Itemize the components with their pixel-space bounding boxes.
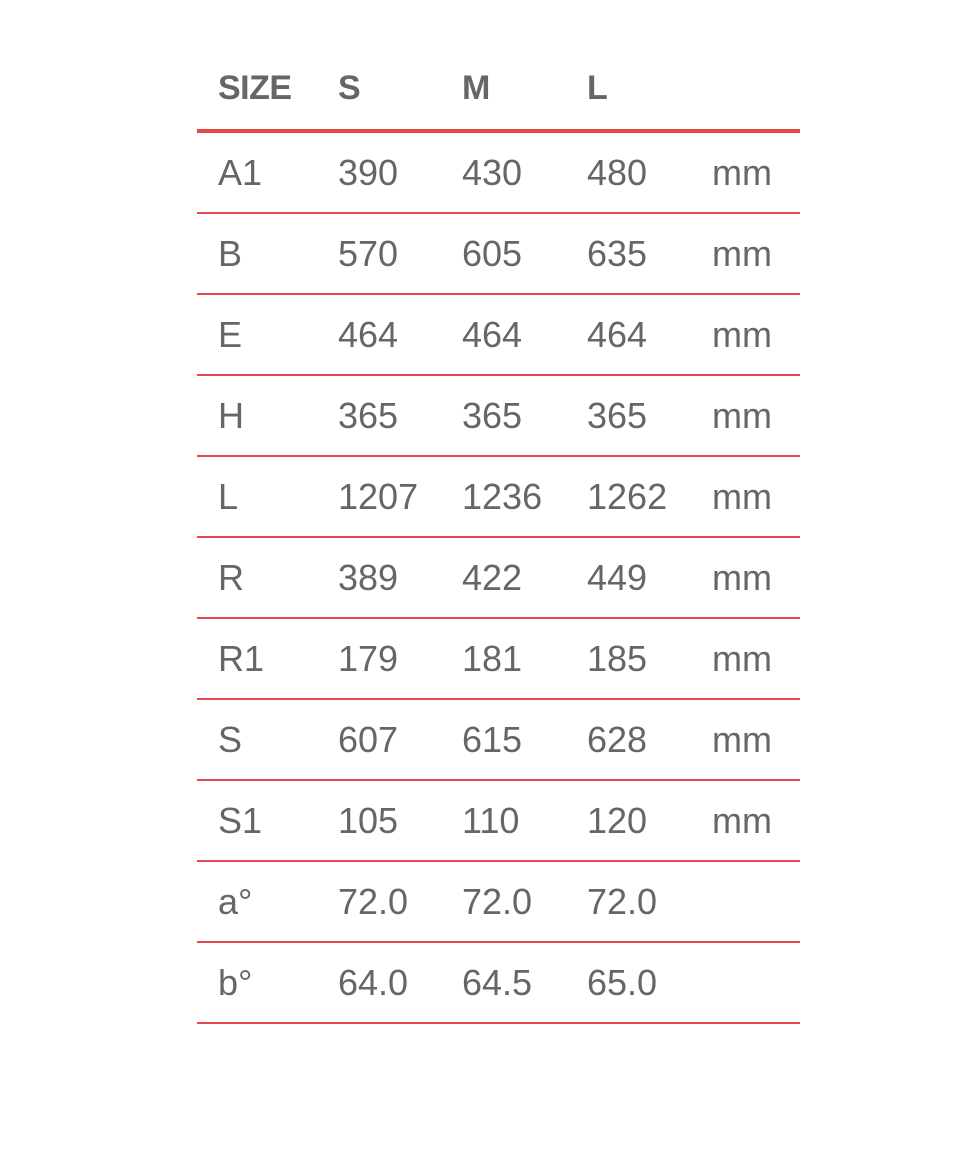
value-s: 72.0 xyxy=(338,880,409,922)
value-m: 615 xyxy=(462,718,523,760)
row-label: b° xyxy=(218,961,253,1003)
value-s: 390 xyxy=(338,151,399,193)
value-m: 72.0 xyxy=(462,880,533,922)
unit: mm xyxy=(712,475,772,517)
row-label: a° xyxy=(218,880,253,922)
value-l: 480 xyxy=(587,151,648,193)
value-s: 389 xyxy=(338,556,399,598)
row-label: S1 xyxy=(218,799,263,841)
unit: mm xyxy=(712,232,772,274)
row-label: R1 xyxy=(218,637,265,679)
unit: mm xyxy=(712,394,772,436)
header-size-s: S xyxy=(338,69,361,107)
value-l: 464 xyxy=(587,313,648,355)
value-l: 449 xyxy=(587,556,648,598)
value-s: 607 xyxy=(338,718,399,760)
header-size-label: SIZE xyxy=(218,69,292,107)
unit: mm xyxy=(712,313,772,355)
value-l: 72.0 xyxy=(587,880,658,922)
value-l: 120 xyxy=(587,799,648,841)
value-m: 464 xyxy=(462,313,523,355)
unit: mm xyxy=(712,151,772,193)
value-m: 64.5 xyxy=(462,961,533,1003)
table-row xyxy=(197,538,800,619)
unit: mm xyxy=(712,718,772,760)
row-label: R xyxy=(218,556,244,598)
value-m: 605 xyxy=(462,232,523,274)
header-size-l: L xyxy=(587,69,608,107)
table-row xyxy=(197,862,800,943)
value-m: 422 xyxy=(462,556,523,598)
header-size-m: M xyxy=(462,69,490,107)
table-row xyxy=(197,214,800,295)
value-s: 464 xyxy=(338,313,399,355)
row-label: H xyxy=(218,394,244,436)
value-l: 65.0 xyxy=(587,961,658,1003)
unit: mm xyxy=(712,556,772,598)
row-label: A1 xyxy=(218,151,263,193)
value-m: 181 xyxy=(462,637,523,679)
table-row xyxy=(197,781,800,862)
value-s: 570 xyxy=(338,232,399,274)
row-label: E xyxy=(218,313,243,355)
value-s: 105 xyxy=(338,799,399,841)
value-m: 430 xyxy=(462,151,523,193)
value-s: 1207 xyxy=(338,475,419,517)
table-header-row xyxy=(197,48,800,133)
table-row xyxy=(197,457,800,538)
value-l: 365 xyxy=(587,394,648,436)
value-s: 179 xyxy=(338,637,399,679)
value-s: 64.0 xyxy=(338,961,409,1003)
value-l: 185 xyxy=(587,637,648,679)
value-m: 365 xyxy=(462,394,523,436)
table-row xyxy=(197,700,800,781)
value-m: 1236 xyxy=(462,475,543,517)
row-label: B xyxy=(218,232,243,274)
unit: mm xyxy=(712,799,772,841)
table-row xyxy=(197,376,800,457)
value-l: 1262 xyxy=(587,475,668,517)
row-label: S xyxy=(218,718,243,760)
table-row xyxy=(197,133,800,214)
geometry-table xyxy=(197,48,800,1024)
unit: mm xyxy=(712,637,772,679)
row-label: L xyxy=(218,475,239,517)
value-l: 628 xyxy=(587,718,648,760)
value-s: 365 xyxy=(338,394,399,436)
table-row xyxy=(197,295,800,376)
table-row xyxy=(197,943,800,1024)
table-row xyxy=(197,619,800,700)
value-l: 635 xyxy=(587,232,648,274)
value-m: 110 xyxy=(462,799,520,841)
